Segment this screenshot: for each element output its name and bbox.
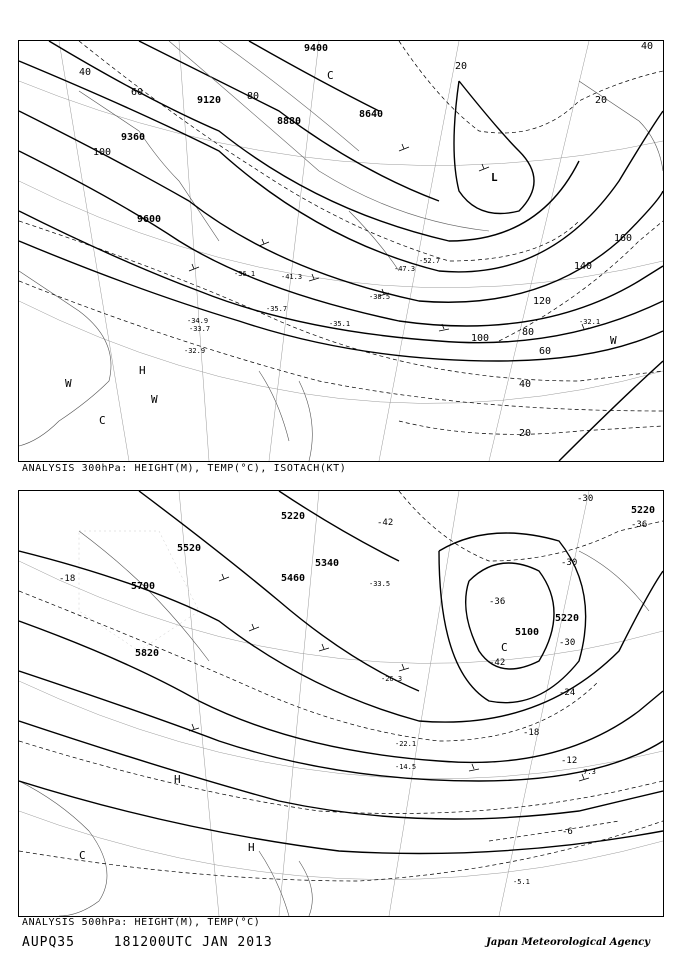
temp-label: -36.1 — [234, 270, 256, 278]
height-label: 5220 — [555, 613, 580, 624]
valid-datetime: 181200UTC JAN 2013 — [113, 935, 273, 950]
isotherm-label: -18 — [59, 574, 76, 584]
chart-code: AUPQ35 — [22, 935, 75, 950]
station-temp: -7.3 — [579, 768, 596, 776]
map-500hpa — [19, 491, 663, 916]
temp-label: -35.1 — [329, 320, 351, 328]
station-temp: -33.5 — [369, 580, 391, 588]
isotherm-label: -30 — [559, 638, 576, 648]
caption-500hpa: ANALYSIS 500hPa: HEIGHT(M), TEMP(°C) — [22, 917, 261, 928]
isotach-label: 20 — [519, 428, 532, 439]
height-label: 5460 — [281, 573, 306, 584]
height-labels — [121, 43, 383, 225]
isotach-label: 40 — [79, 67, 92, 78]
high-center-symbol: H — [139, 364, 146, 377]
temp-label: -38.5 — [369, 293, 391, 301]
height-label: 9120 — [197, 95, 222, 106]
temp-label: -34.9 — [187, 317, 209, 325]
isotach-labels — [79, 41, 653, 439]
low-center-symbol: L — [491, 171, 498, 184]
footer-code-line — [22, 935, 303, 950]
height-label: 9400 — [304, 43, 329, 54]
height-label: 5700 — [131, 581, 156, 592]
isotherms — [19, 41, 663, 434]
caption-300hpa: ANALYSIS 300hPa: HEIGHT(M), TEMP(°C), ISOTACH(KT) — [22, 463, 347, 474]
height-label: 5220 — [281, 511, 306, 522]
station-temp: -22.1 — [395, 740, 417, 748]
wind-barbs — [189, 144, 589, 331]
isotach-label: 60 — [539, 346, 552, 357]
height-label: 5820 — [135, 648, 160, 659]
isotach-label: 160 — [614, 233, 633, 244]
high-center-symbol: H — [248, 841, 255, 854]
isotherm-label: -42 — [489, 658, 506, 668]
cold-center-symbol: C — [501, 641, 508, 654]
chart-500hpa — [18, 490, 664, 917]
isotach-label: 40 — [641, 41, 654, 52]
warm-center-symbol: W — [65, 377, 72, 390]
warm-center-symbol: W — [610, 334, 617, 347]
station-temp: -14.5 — [395, 763, 417, 771]
isotherms — [19, 491, 663, 881]
isotach-label: 60 — [131, 87, 144, 98]
isotherm-label: -36 — [489, 597, 506, 607]
isotherm-labels — [59, 494, 647, 837]
high-center-symbol: H — [174, 773, 181, 786]
isotherm-label: -36 — [631, 520, 648, 530]
coastlines — [19, 531, 649, 916]
height-label: 9600 — [137, 214, 162, 225]
height-label: 5520 — [177, 543, 202, 554]
height-label: 5100 — [515, 627, 540, 638]
height-label: 5340 — [315, 558, 340, 569]
isotherm-label: -24 — [559, 688, 576, 698]
height-label: 5220 — [631, 505, 656, 516]
temp-label: -47.3 — [394, 265, 416, 273]
isotherm-label: -42 — [377, 518, 394, 528]
temp-label: -35.7 — [266, 305, 288, 313]
isotach-label: 100 — [471, 333, 490, 344]
isotherm-label: -30 — [561, 558, 578, 568]
station-temp: -26.3 — [381, 675, 403, 683]
height-labels — [131, 505, 655, 659]
temp-label: -32.1 — [579, 318, 601, 326]
height-contours — [19, 41, 663, 461]
isotach-label: 80 — [247, 91, 260, 102]
cold-center-symbol: C — [99, 414, 106, 427]
station-temp: -5.1 — [513, 878, 530, 886]
pressure-symbols — [79, 641, 508, 862]
warm-center-symbol: W — [151, 393, 158, 406]
isotach-label: 40 — [519, 379, 532, 390]
isotach-label: 80 — [522, 327, 535, 338]
station-temp-labels — [369, 580, 596, 886]
isotach-label: 20 — [455, 61, 468, 72]
isotherm-label: -18 — [523, 728, 540, 738]
temp-label: -32.9 — [184, 347, 206, 355]
isotherm-label: -12 — [561, 756, 578, 766]
isotach-label: 140 — [574, 261, 593, 272]
isotherm-label: -6 — [562, 827, 573, 837]
temp-label: -41.3 — [281, 273, 303, 281]
temp-label: -52.7 — [419, 257, 441, 265]
pressure-symbols — [65, 69, 617, 427]
chart-300hpa — [18, 40, 664, 462]
height-label: 8880 — [277, 116, 302, 127]
map-300hpa — [19, 41, 663, 461]
isotach-label: 100 — [93, 147, 112, 158]
isotach-label: 20 — [595, 95, 608, 106]
isotherm-label: -30 — [577, 494, 594, 504]
coastlines — [19, 81, 663, 461]
isotach-label: 120 — [533, 296, 552, 307]
height-label: 9360 — [121, 132, 146, 143]
height-label: 8640 — [359, 109, 384, 120]
agency-name: Japan Meteorological Agency — [486, 937, 650, 948]
graticule — [19, 41, 663, 461]
height-contours — [19, 491, 663, 854]
temp-label: -33.7 — [189, 325, 211, 333]
cold-center-symbol: C — [327, 69, 334, 82]
cold-center-symbol: C — [79, 849, 86, 862]
